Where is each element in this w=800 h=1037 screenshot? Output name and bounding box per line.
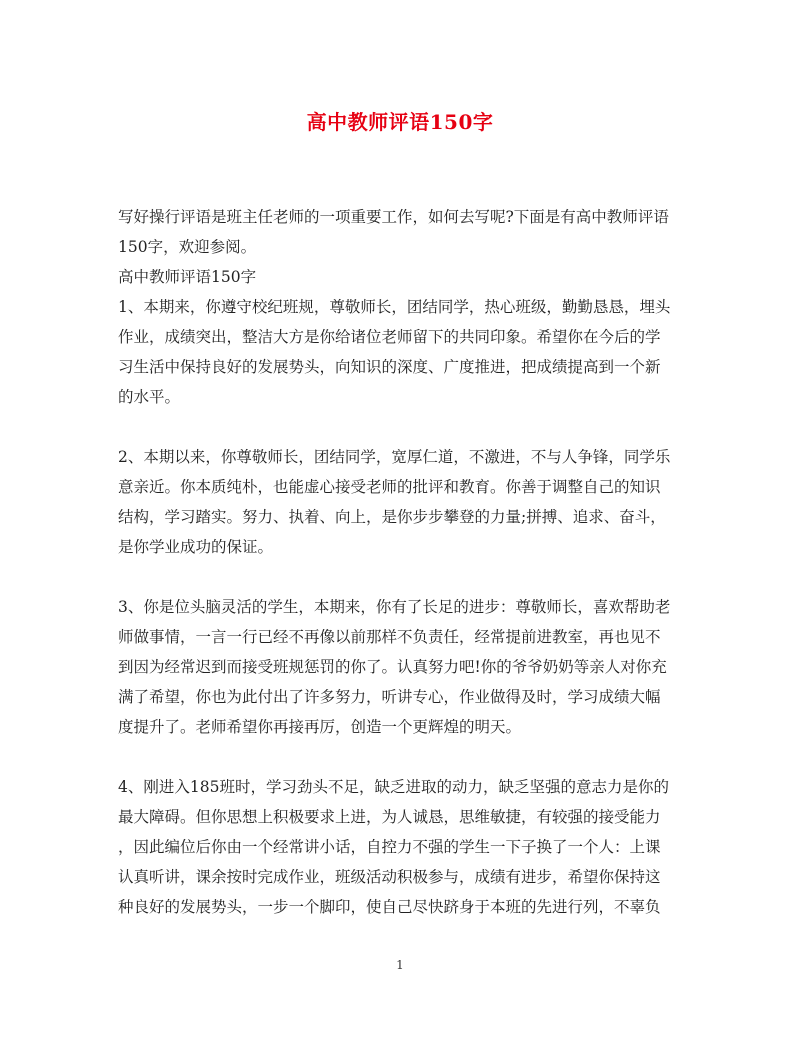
text-line: 1、本期来，你遵守校纪班规，尊敬师长，团结同学，热心班级，勤勤恳恳，埋头 xyxy=(118,298,671,316)
text-line: 4、刚进入185班时，学习劲头不足，缺乏进取的动力，缺乏坚强的意志力是你的 xyxy=(118,778,669,796)
text-line: 150字，欢迎参阅。 xyxy=(118,238,257,256)
text-line: 满了希望，你也为此付出了许多努力，听讲专心，作业做得及时，学习成绩大幅 xyxy=(118,688,661,706)
paragraph-spacer xyxy=(118,742,684,772)
text-line: 3、你是位头脑灵活的学生，本期来，你有了长足的进步：尊敬师长，喜欢帮助老 xyxy=(118,598,671,616)
text-line: 到因为经常迟到而接受班规惩罚的你了。认真努力吧!你的爷爷奶奶等亲人对你充 xyxy=(118,658,667,676)
text-line: 结构，学习踏实。努力、执着、向上，是你步步攀登的力量;拼搏、追求、奋斗， xyxy=(118,508,666,526)
text-line: 最大障碍。但你思想上积极要求上进，为人诚恳，思维敏捷，有较强的接受能力 xyxy=(118,808,661,826)
text-line: 的水平。 xyxy=(118,388,181,406)
paragraph-2 xyxy=(118,442,684,562)
document-title: 高中教师评语150字 xyxy=(306,110,494,134)
text-line: 习生活中保持良好的发展势头，向知识的深度、广度推进，把成绩提高到一个新 xyxy=(118,358,661,376)
text-line: 写好操行评语是班主任老师的一项重要工作，如何去写呢?下面是有高中教师评语 xyxy=(118,208,669,226)
paragraph-spacer xyxy=(118,412,684,442)
paragraph-1 xyxy=(118,292,684,412)
text-line: 2、本期以来，你尊敬师长，团结同学，宽厚仁道，不激进，不与人争锋，同学乐 xyxy=(118,448,671,466)
intro-paragraph xyxy=(118,202,684,262)
page-number: 1 xyxy=(396,958,404,972)
paragraph-spacer xyxy=(118,562,684,592)
text-line: 意亲近。你本质纯朴，也能虚心接受老师的批评和教育。你善于调整自己的知识 xyxy=(118,478,661,496)
text-line: 作业，成绩突出，整洁大方是你给诸位老师留下的共同印象。希望你在今后的学 xyxy=(118,328,661,346)
text-line: 师做事情，一言一行已经不再像以前那样不负责任，经常提前进教室，再也见不 xyxy=(118,628,661,646)
text-line: ，因此编位后你由一个经常讲小话，自控力不强的学生一下子换了一个人：上课 xyxy=(118,838,661,856)
document-body xyxy=(118,202,684,922)
subheading: 高中教师评语150字 xyxy=(118,268,257,286)
text-line: 种良好的发展势头，一步一个脚印，使自己尽快跻身于本班的先进行列，不辜负 xyxy=(118,898,661,916)
text-line: 度提升了。老师希望你再接再厉，创造一个更辉煌的明天。 xyxy=(118,718,522,736)
text-line: 是你学业成功的保证。 xyxy=(118,538,274,556)
text-line: 认真听讲，课余按时完成作业，班级活动积极参与，成绩有进步，希望你保持这 xyxy=(118,868,661,886)
paragraph-4 xyxy=(118,772,684,922)
paragraph-3 xyxy=(118,592,684,742)
